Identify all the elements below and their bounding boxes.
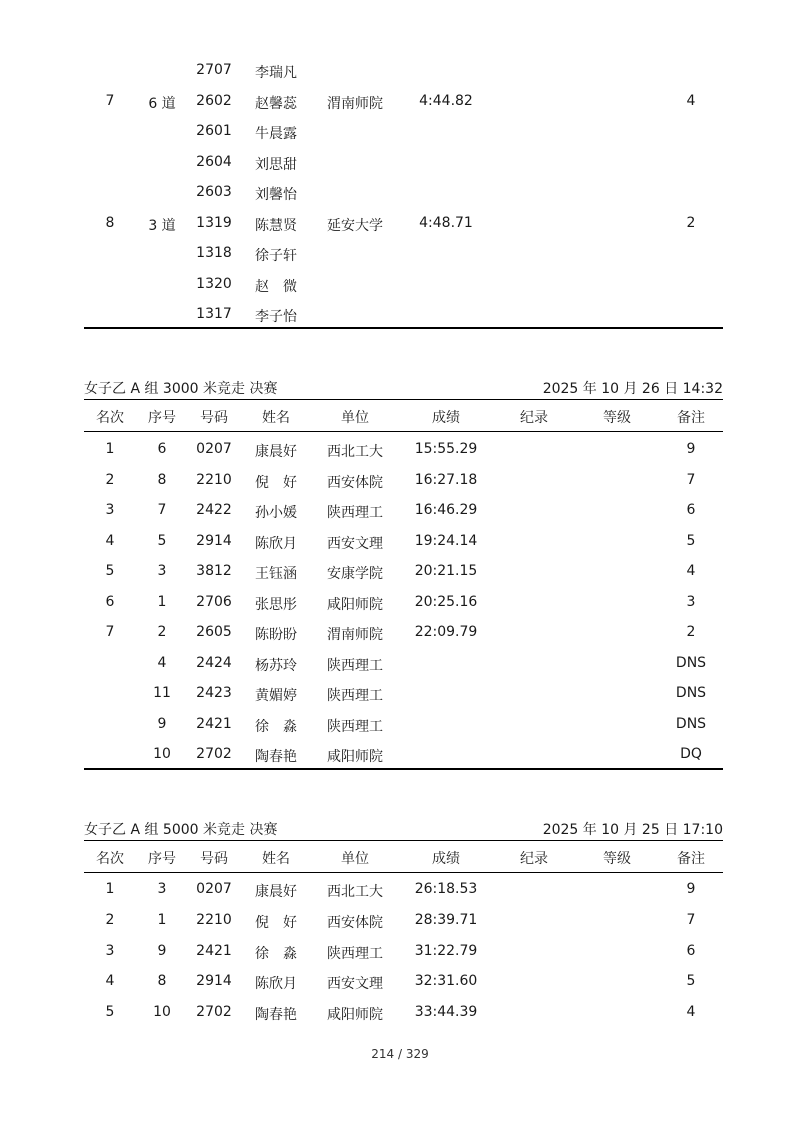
event-3000-bottom-rule (84, 768, 723, 770)
relay-cell-name: 刘馨怡 (255, 187, 297, 203)
cell-rank: 5 (105, 563, 115, 579)
event-5000-header-rule (84, 872, 723, 873)
relay-cell-bib: 2604 (196, 153, 232, 170)
cell-unit: 西安体院 (327, 474, 383, 491)
column-header: 等级 (603, 851, 631, 867)
cell-seq: 2 (157, 624, 167, 640)
cell-name: 倪 好 (255, 914, 297, 931)
column-header: 序号 (148, 410, 176, 426)
column-header: 等级 (603, 410, 631, 426)
relay-cell-result: 4:48.71 (419, 214, 473, 231)
column-header: 单位 (341, 851, 369, 867)
cell-name: 陈欣月 (255, 976, 297, 993)
column-header: 名次 (96, 851, 124, 867)
column-header: 姓名 (262, 851, 290, 867)
cell-unit: 陕西理工 (327, 657, 383, 674)
cell-seq: 7 (157, 502, 167, 518)
relay-cell-bib: 2603 (196, 184, 232, 200)
event-5000-top-rule (84, 840, 723, 841)
relay-cell-name: 牛晨露 (255, 126, 297, 142)
relay-cell-name: 徐子轩 (255, 248, 297, 264)
cell-bib: 2422 (196, 502, 232, 518)
cell-seq: 5 (157, 532, 167, 549)
relay-cell-result: 4:44.82 (419, 92, 473, 109)
cell-seq: 9 (157, 942, 167, 959)
cell-unit: 西安文理 (327, 976, 383, 993)
cell-note: DNS (675, 715, 707, 732)
column-header: 单位 (341, 410, 369, 426)
cell-bib: 2424 (196, 654, 232, 671)
relay-cell-rank: 8 (105, 214, 115, 231)
relay-cell-bib: 2602 (196, 92, 232, 109)
relay-cell-note: 2 (686, 214, 696, 231)
relay-cell-lane: 6 道 (148, 95, 176, 112)
relay-cell-unit: 延安大学 (327, 217, 383, 234)
column-header: 序号 (148, 851, 176, 867)
event-3000-header-rule (84, 431, 723, 432)
cell-unit: 陕西理工 (327, 688, 383, 704)
relay-cell-bib: 1318 (196, 245, 232, 261)
column-header: 号码 (200, 410, 228, 426)
event-3000-title: 女子乙 A 组 3000 米竞走 决赛 (84, 381, 278, 397)
cell-seq: 9 (157, 715, 167, 732)
page-number: 214 / 329 (371, 1047, 429, 1061)
relay-cell-bib: 1320 (196, 275, 232, 292)
cell-note: 6 (686, 942, 696, 959)
cell-name: 倪 好 (255, 474, 297, 491)
cell-unit: 陕西理工 (327, 718, 383, 735)
column-header: 号码 (200, 851, 228, 867)
cell-note: DNS (675, 654, 707, 671)
column-header: 纪录 (520, 851, 548, 867)
column-header: 备注 (677, 410, 705, 426)
cell-seq: 4 (157, 654, 167, 671)
cell-result: 28:39.71 (414, 911, 478, 928)
cell-bib: 2421 (196, 942, 232, 959)
cell-rank: 1 (105, 441, 115, 457)
relay-cell-name: 赵馨蕊 (255, 95, 297, 112)
relay-cell-lane: 3 道 (148, 217, 176, 234)
cell-note: 3 (686, 593, 696, 610)
cell-unit: 西北工大 (327, 884, 383, 900)
cell-note: 7 (686, 911, 696, 928)
cell-seq: 3 (157, 881, 167, 897)
relay-cell-bib: 2601 (196, 123, 232, 139)
cell-rank: 6 (105, 593, 115, 610)
cell-bib: 2210 (196, 911, 232, 928)
cell-note: DNS (675, 685, 707, 701)
cell-unit: 咸阳师院 (327, 1007, 383, 1024)
cell-name: 张思彤 (255, 596, 297, 613)
cell-seq: 11 (153, 685, 171, 701)
column-header: 名次 (96, 410, 124, 426)
cell-name: 黄媚婷 (255, 688, 297, 704)
column-header: 姓名 (262, 410, 290, 426)
cell-unit: 陕西理工 (327, 945, 383, 962)
cell-name: 徐 淼 (255, 945, 297, 962)
cell-result: 16:27.18 (414, 471, 478, 488)
event-5000-datetime: 2025 年 10 月 25 日 17:10 (542, 822, 723, 838)
cell-unit: 西北工大 (327, 444, 383, 460)
cell-bib: 2706 (196, 593, 232, 610)
cell-result: 16:46.29 (414, 502, 478, 518)
event-3000-top-rule (84, 399, 723, 400)
relay-cell-name: 李子怡 (255, 309, 297, 325)
cell-result: 20:21.15 (414, 563, 478, 579)
cell-rank: 4 (105, 532, 115, 549)
relay-cell-name: 陈慧贤 (255, 217, 297, 234)
cell-bib: 2702 (196, 746, 232, 762)
cell-result: 19:24.14 (414, 532, 478, 549)
cell-note: 5 (686, 973, 696, 990)
cell-name: 陈盼盼 (255, 627, 297, 643)
column-header: 纪录 (520, 410, 548, 426)
cell-name: 陈欣月 (255, 535, 297, 552)
column-header: 成绩 (432, 410, 460, 426)
column-header: 备注 (677, 851, 705, 867)
cell-rank: 2 (105, 471, 115, 488)
cell-bib: 2210 (196, 471, 232, 488)
cell-seq: 10 (153, 746, 171, 762)
cell-unit: 咸阳师院 (327, 749, 383, 765)
cell-rank: 4 (105, 973, 115, 990)
cell-unit: 西安体院 (327, 914, 383, 931)
cell-bib: 0207 (196, 881, 232, 897)
cell-rank: 7 (105, 624, 115, 640)
relay-cell-unit: 渭南师院 (327, 95, 383, 112)
cell-unit: 咸阳师院 (327, 596, 383, 613)
column-header: 成绩 (432, 851, 460, 867)
cell-note: 2 (686, 624, 696, 640)
cell-unit: 渭南师院 (327, 627, 383, 643)
relay-cell-rank: 7 (105, 92, 115, 109)
relay-bottom-rule (84, 327, 723, 329)
cell-unit: 陕西理工 (327, 505, 383, 521)
cell-seq: 8 (157, 471, 167, 488)
cell-unit: 安康学院 (327, 566, 383, 582)
cell-name: 陶春艳 (255, 1007, 297, 1024)
cell-name: 杨苏玲 (255, 657, 297, 674)
relay-cell-name: 刘思甜 (255, 156, 297, 173)
relay-cell-bib: 2707 (196, 62, 232, 78)
cell-note: 6 (686, 502, 696, 518)
cell-bib: 2914 (196, 973, 232, 990)
cell-unit: 西安文理 (327, 535, 383, 552)
event-3000-datetime: 2025 年 10 月 26 日 14:32 (542, 381, 723, 397)
cell-name: 陶春艳 (255, 749, 297, 765)
cell-result: 22:09.79 (414, 624, 478, 640)
cell-note: 9 (686, 441, 696, 457)
cell-result: 26:18.53 (414, 881, 478, 897)
cell-bib: 3812 (196, 563, 232, 579)
cell-bib: 2702 (196, 1004, 232, 1021)
cell-name: 孙小媛 (255, 505, 297, 521)
relay-cell-note: 4 (686, 92, 696, 109)
cell-name: 徐 淼 (255, 718, 297, 735)
cell-rank: 3 (105, 502, 115, 518)
cell-note: DQ (680, 746, 702, 762)
cell-bib: 2914 (196, 532, 232, 549)
cell-rank: 1 (105, 881, 115, 897)
cell-seq: 10 (153, 1004, 171, 1021)
cell-name: 王钰涵 (255, 566, 297, 582)
event-5000-title: 女子乙 A 组 5000 米竞走 决赛 (84, 822, 278, 838)
cell-note: 4 (686, 1004, 696, 1021)
cell-result: 15:55.29 (414, 441, 478, 457)
cell-name: 康晨好 (255, 884, 297, 900)
cell-result: 33:44.39 (414, 1004, 478, 1021)
cell-note: 7 (686, 471, 696, 488)
cell-bib: 2421 (196, 715, 232, 732)
relay-cell-bib: 1317 (196, 306, 232, 322)
cell-bib: 2605 (196, 624, 232, 640)
cell-result: 32:31.60 (414, 973, 478, 990)
cell-seq: 1 (157, 911, 167, 928)
cell-note: 9 (686, 881, 696, 897)
relay-cell-bib: 1319 (196, 214, 232, 231)
cell-rank: 3 (105, 942, 115, 959)
cell-note: 5 (686, 532, 696, 549)
cell-rank: 2 (105, 911, 115, 928)
cell-seq: 1 (157, 593, 167, 610)
cell-rank: 5 (105, 1004, 115, 1021)
cell-seq: 3 (157, 563, 167, 579)
cell-seq: 8 (157, 973, 167, 990)
cell-note: 4 (686, 563, 696, 579)
cell-name: 康晨好 (255, 444, 297, 460)
relay-cell-name: 赵 微 (255, 278, 297, 295)
cell-bib: 0207 (196, 441, 232, 457)
relay-cell-name: 李瑞凡 (255, 65, 297, 81)
cell-result: 20:25.16 (414, 593, 478, 610)
cell-result: 31:22.79 (414, 942, 478, 959)
cell-seq: 6 (157, 441, 167, 457)
cell-bib: 2423 (196, 685, 232, 701)
